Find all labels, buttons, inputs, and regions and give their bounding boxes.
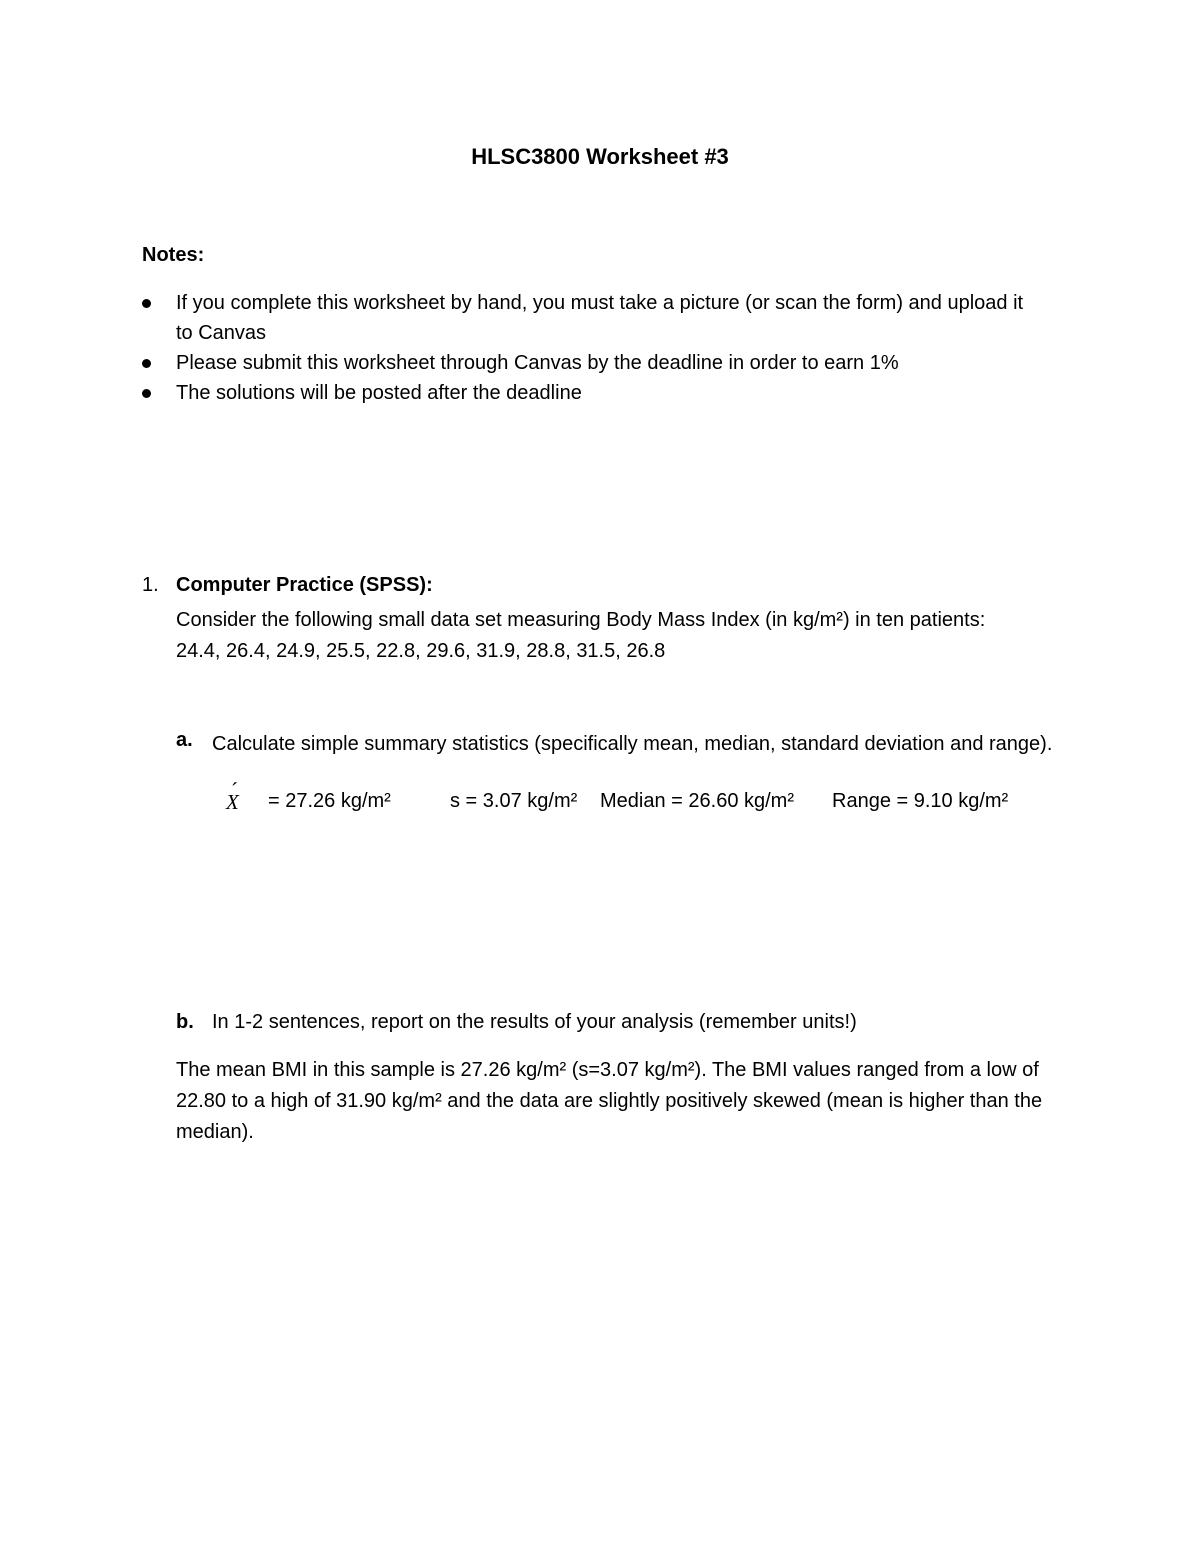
mean-symbol: ´ X [226, 790, 239, 814]
description-line: Consider the following small data set measuring Body Mass Index (in kg/m²) in ten patients: [176, 609, 986, 631]
question-description [176, 605, 985, 667]
bullet-icon [142, 389, 151, 398]
list-item [142, 288, 1042, 348]
list-item [142, 348, 1042, 378]
question-number: 1. [142, 574, 159, 596]
note-text: If you complete this worksheet by hand, you must take a picture (or scan the form) and upload it to Canvas [176, 292, 1024, 344]
part-a-letter: a. [176, 729, 193, 751]
note-text: The solutions will be posted after the deadline [176, 382, 582, 404]
note-text: Please submit this worksheet through Canvas by the deadline in order to earn 1% [176, 352, 899, 374]
question-title: Computer Practice (SPSS): [176, 574, 433, 596]
sd-value: s = 3.07 kg/m² [450, 790, 578, 812]
bullet-icon [142, 299, 151, 308]
summary-stats [226, 790, 1009, 815]
part-b-answer: The mean BMI in this sample is 27.26 kg/m² (s=3.07 kg/m²). The BMI values ranged from a low of 22.80 to a high of 31.90 kg/m² and the data are slightly positively skewed (mean is higher than the median). [176, 1059, 1043, 1143]
median-value: Median = 26.60 kg/m² [600, 790, 794, 812]
mean-value: = 27.26 kg/m² [268, 790, 391, 812]
part-b-prompt: In 1-2 sentences, report on the results of your analysis (remember units!) [212, 1011, 857, 1033]
bullet-icon [142, 359, 151, 368]
range-value: Range = 9.10 kg/m² [832, 790, 1009, 812]
part-b-letter: b. [176, 1011, 194, 1033]
worksheet-title: HLSC3800 Worksheet #3 [471, 144, 729, 169]
data-values: 24.4, 26.4, 24.9, 25.5, 22.8, 29.6, 31.9, 28.8, 31.5, 26.8 [176, 640, 666, 662]
notes-label: Notes: [142, 244, 205, 266]
notes-list [142, 288, 1042, 408]
part-a-prompt: Calculate simple summary statistics (specifically mean, median, standard deviation and range). [212, 733, 1053, 755]
list-item [142, 378, 1042, 408]
